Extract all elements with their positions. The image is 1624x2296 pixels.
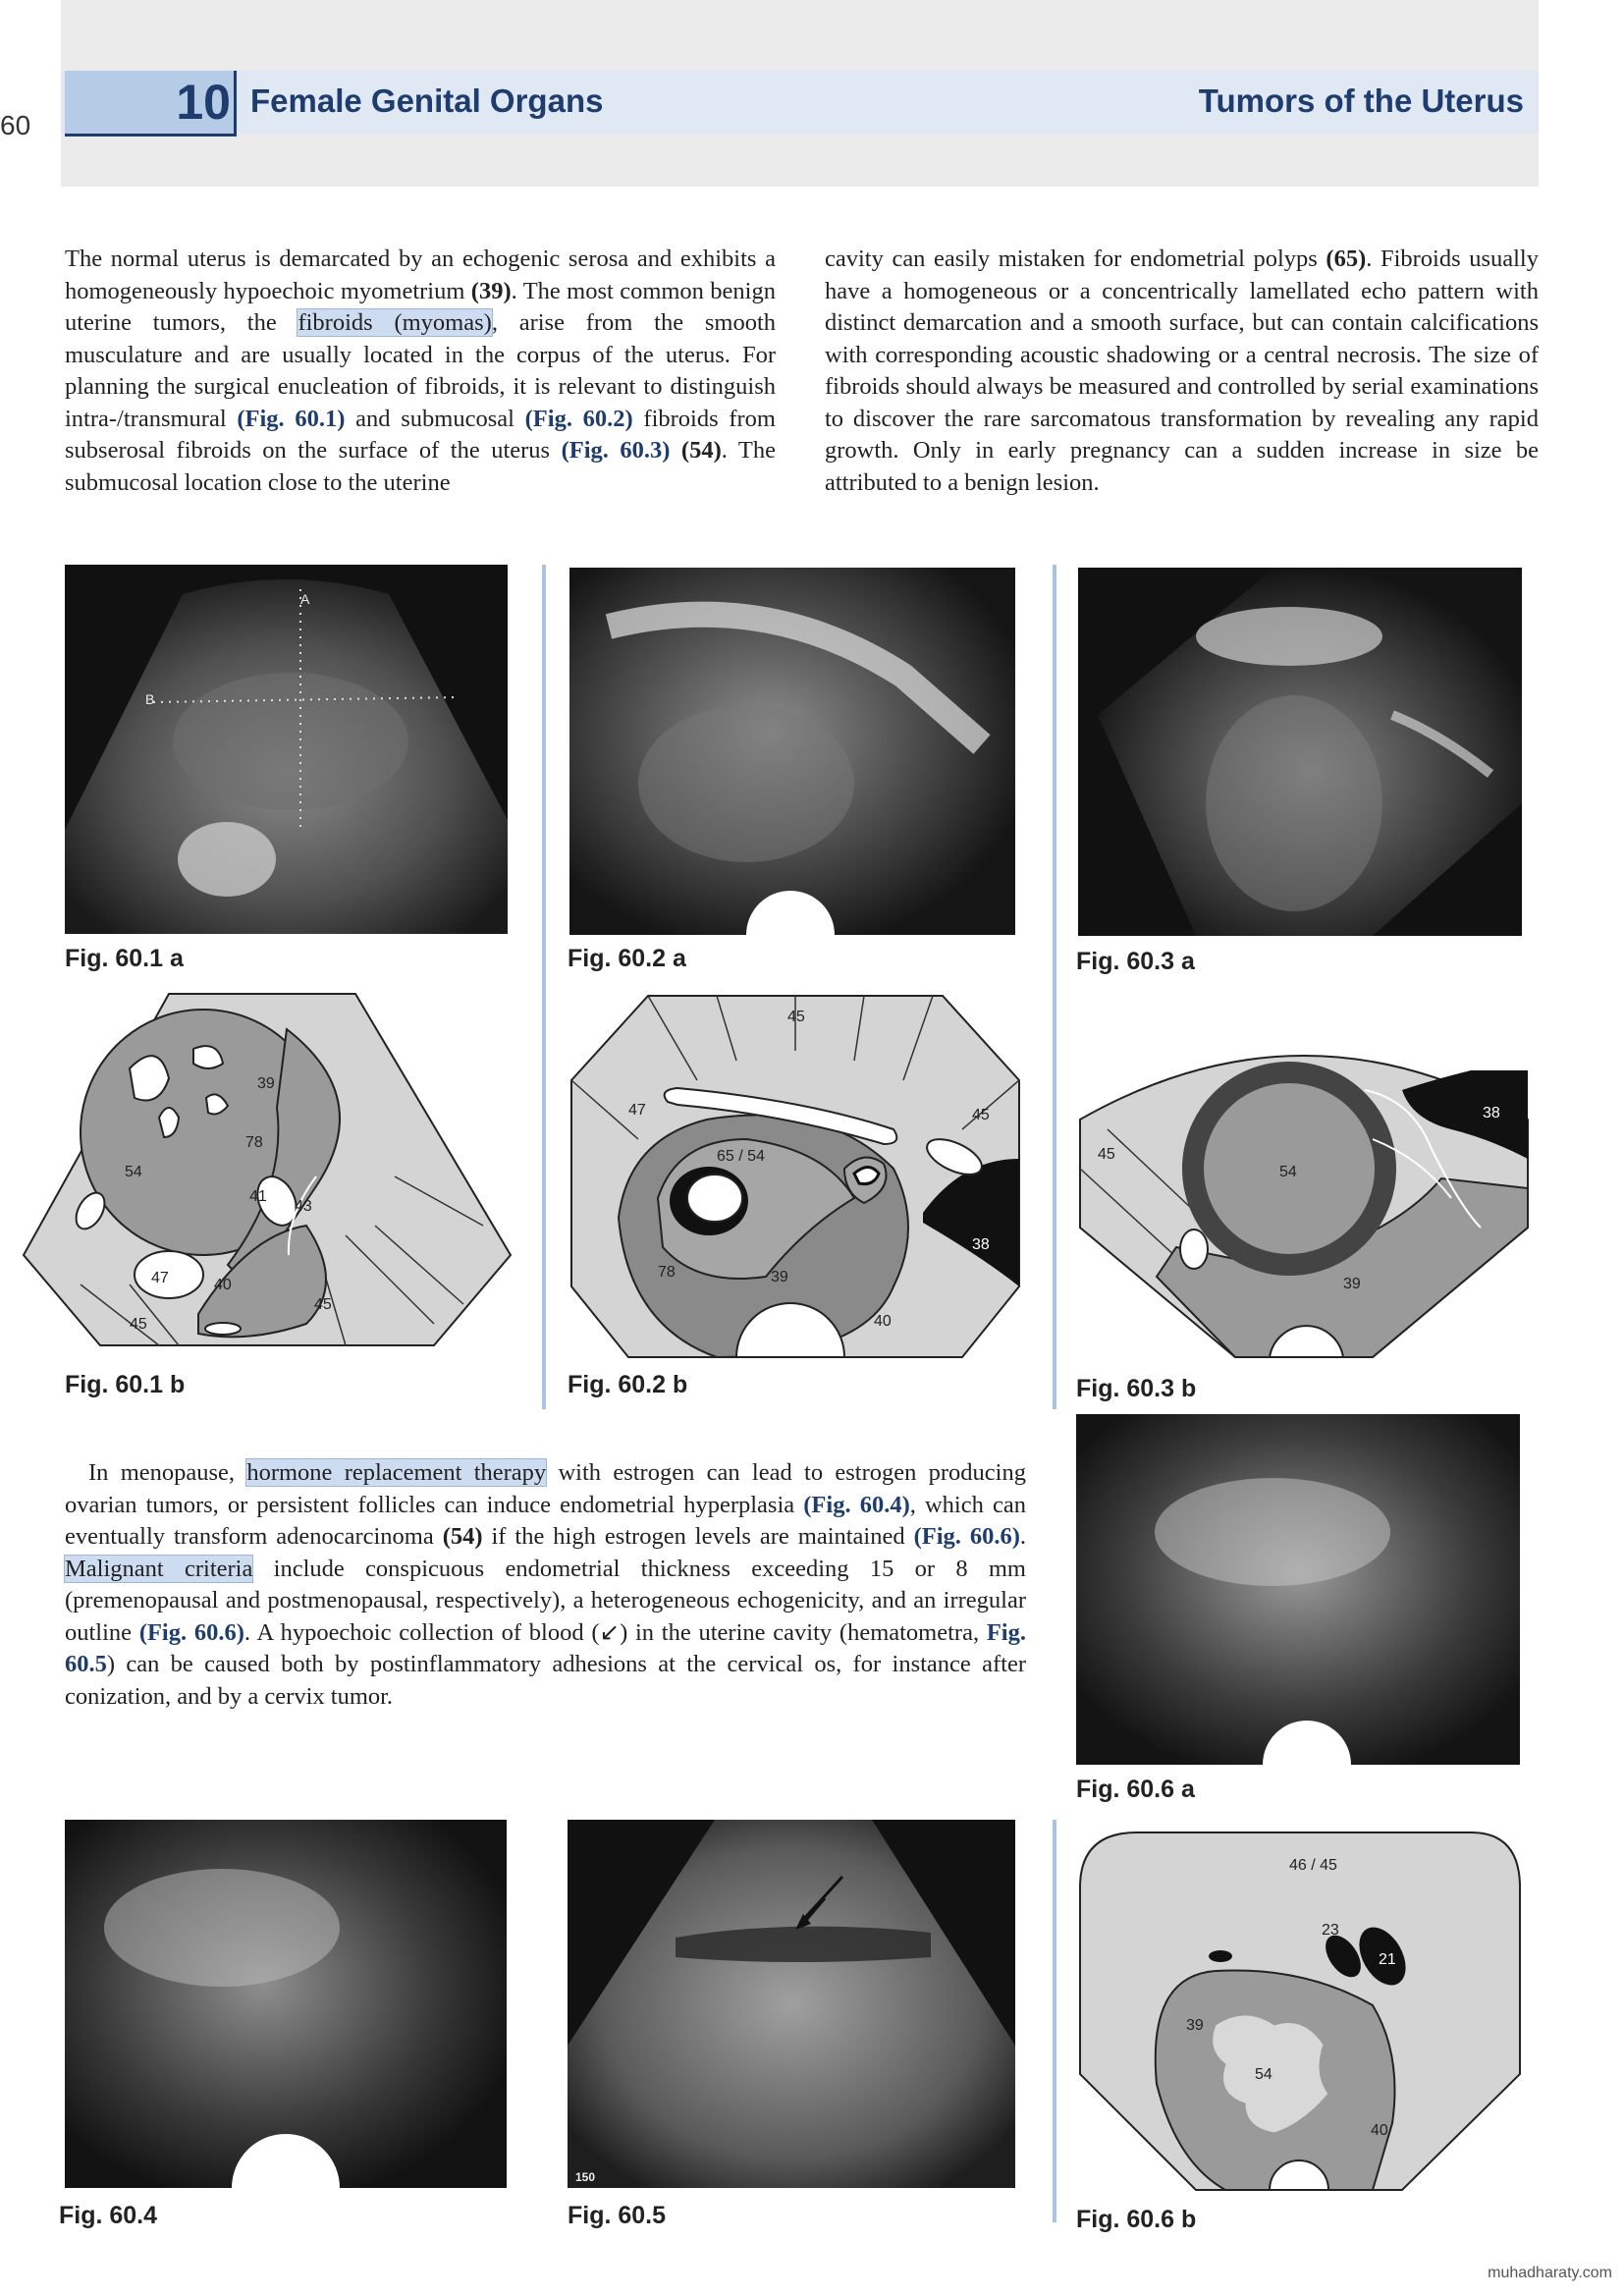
intro-right-column bbox=[825, 244, 1539, 499]
arrow-icon: ↙ bbox=[599, 1618, 621, 1646]
label: 43 bbox=[295, 1198, 312, 1215]
caption-fig-60-2a: Fig. 60.2 a bbox=[568, 945, 686, 972]
label: 78 bbox=[245, 1134, 263, 1151]
label: 21 bbox=[1379, 1951, 1396, 1968]
label: 54 bbox=[125, 1164, 142, 1180]
ultrasound-fig-60-3a bbox=[1078, 568, 1522, 936]
watermark[interactable]: muhadharaty.com bbox=[1488, 2265, 1612, 2281]
intro-left-column bbox=[65, 244, 776, 499]
ultrasound-fig-60-1a bbox=[65, 565, 508, 934]
label: 45 bbox=[314, 1296, 332, 1313]
fig-60-3-link[interactable]: (Fig. 60.3) bbox=[561, 437, 671, 464]
label: 46 / 45 bbox=[1289, 1857, 1337, 1874]
fig-60-5-link[interactable]: Fig. 60.5 bbox=[65, 1618, 1026, 1677]
label: 40 bbox=[214, 1277, 232, 1293]
caption-fig-60-2b: Fig. 60.2 b bbox=[568, 1371, 688, 1398]
label: 39 bbox=[257, 1075, 275, 1092]
ultrasound-fig-60-2a bbox=[569, 568, 1015, 935]
scan-number: 150 bbox=[575, 2170, 596, 2184]
caption-fig-60-1a: Fig. 60.1 a bbox=[65, 945, 184, 972]
diagram-fig-60-2b bbox=[569, 992, 1021, 1360]
marker-b: B bbox=[145, 691, 155, 707]
label: 54 bbox=[1279, 1164, 1297, 1180]
label: 78 bbox=[658, 1264, 676, 1281]
section-title: Tumors of the Uterus bbox=[1198, 82, 1524, 119]
diagram-fig-60-1b bbox=[22, 990, 513, 1353]
label: 41 bbox=[249, 1188, 267, 1205]
fig-60-4-link[interactable]: (Fig. 60.4) bbox=[803, 1491, 910, 1518]
menopause-paragraph: In menopause, hormone replacement therapy with estrogen can lead to estrogen producing ovarian tumors, or persistent follicles can induce endometrial hyperplasia (Fig. 60.4), which can eventually transform adenocarcinoma (54) if the high estrogen levels are maintained (Fig. 60.6). Malignant criteria include conspicuous endometrial thickness exceeding 15 or 8 mm (premenopausal and postmenopausal, respectively), a heterogeneous echogenicity, and an irregular outline (Fig. 60.6). A hypoechoic collection of blood (↙) in the uterine cavity (hematometra, Fig. 60.5) can be caused both by postinflammatory adhesions at the cervical os, for instance after conization, and by a cervix tumor. bbox=[65, 1459, 1027, 1710]
label: 39 bbox=[1186, 2017, 1204, 2034]
label: 40 bbox=[874, 1313, 892, 1330]
intro-left-paragraph: The normal uterus is demarcated by an echogenic serosa and exhibits a homogeneously hypoechoic myometrium (39). The most common benign uterine tumors, the fibroids (myomas), arise from the smooth musculature and are usually located in the corpus of the uterus. For planning the surgical enucleation of fibroids, it is relevant to distinguish intra-/transmural (Fig. 60.1) and submucosal (Fig. 60.2) fibroids from subserosal fibroids on the surface of the uterus (Fig. 60.3) (54). The submucosal location close to the uterine bbox=[65, 246, 776, 496]
label: 45 bbox=[130, 1316, 147, 1333]
label: 38 bbox=[1483, 1105, 1500, 1121]
label: 23 bbox=[1322, 1922, 1339, 1939]
malignant-criteria-highlight: Malignant criteria bbox=[65, 1555, 253, 1582]
diagram-fig-60-3b bbox=[1078, 1031, 1530, 1360]
label: 39 bbox=[771, 1269, 788, 1285]
caption-fig-60-4: Fig. 60.4 bbox=[59, 2202, 158, 2229]
fig-60-6-link[interactable]: (Fig. 60.6) bbox=[913, 1523, 1020, 1550]
label: 39 bbox=[1343, 1276, 1361, 1292]
fig-60-6-link[interactable]: (Fig. 60.6) bbox=[138, 1618, 244, 1646]
caption-fig-60-6b: Fig. 60.6 b bbox=[1076, 2206, 1197, 2233]
page-number: 60 bbox=[0, 110, 31, 140]
caption-fig-60-5: Fig. 60.5 bbox=[568, 2202, 667, 2229]
intro-right-paragraph: cavity can easily mistaken for endometrial polyps (65). Fibroids usually have a homogeneous or a concentrically lamellated echo pattern with distinct demarcation and a smooth surface, but can contain calcifications with corresponding acoustic shadowing or a central necrosis. The size of fibroids should always be measured and controlled by serial examinations to discover the rare sarcomatous transformation by revealing any rapid growth. Only in early pregnancy can a sudden increase in size be attributed to a benign lesion. bbox=[825, 246, 1539, 496]
ultrasound-fig-60-5 bbox=[568, 1820, 1015, 2188]
diagram-fig-60-6b bbox=[1078, 1829, 1522, 2192]
ultrasound-fig-60-4 bbox=[65, 1820, 507, 2188]
menopause-section bbox=[65, 1457, 1026, 1713]
label: 65 / 54 bbox=[717, 1148, 765, 1165]
label: 40 bbox=[1371, 2122, 1388, 2139]
fig-60-2-link[interactable]: (Fig. 60.2) bbox=[524, 405, 633, 432]
caption-fig-60-1b: Fig. 60.1 b bbox=[65, 1371, 186, 1398]
label: 47 bbox=[628, 1102, 646, 1119]
caption-fig-60-3a: Fig. 60.3 a bbox=[1076, 948, 1195, 975]
marker-a: A bbox=[300, 591, 310, 607]
caption-fig-60-6a: Fig. 60.6 a bbox=[1076, 1776, 1195, 1803]
chapter-number: 10 bbox=[176, 75, 231, 130]
label: 54 bbox=[1255, 2066, 1272, 2083]
label: 38 bbox=[972, 1236, 990, 1253]
chapter-title: Female Genital Organs bbox=[250, 82, 604, 119]
label: 45 bbox=[787, 1009, 805, 1025]
caption-fig-60-3b: Fig. 60.3 b bbox=[1076, 1375, 1197, 1402]
label: 47 bbox=[151, 1270, 169, 1286]
label: 45 bbox=[1098, 1146, 1115, 1163]
label: 45 bbox=[972, 1107, 990, 1123]
column-divider bbox=[1053, 1820, 1056, 2222]
hrt-highlight: hormone replacement therapy bbox=[246, 1459, 547, 1486]
column-divider bbox=[542, 565, 546, 1409]
fig-60-1-link[interactable]: (Fig. 60.1) bbox=[237, 405, 346, 432]
fibroids-highlight: fibroids (myomas) bbox=[298, 309, 492, 336]
column-divider bbox=[1053, 565, 1056, 1409]
ultrasound-fig-60-6a bbox=[1076, 1414, 1520, 1765]
